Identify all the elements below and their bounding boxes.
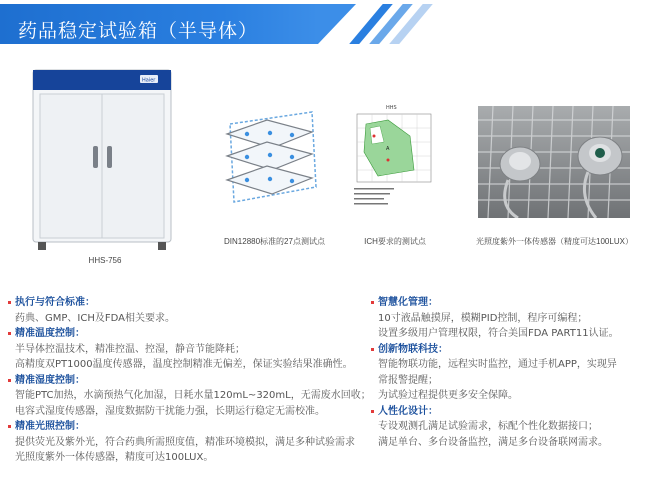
- feature-text: 为试验过程提供更多安全保障。: [378, 390, 518, 401]
- feature-text: 药典、GMP、ICH及FDA相关要求。: [15, 312, 175, 324]
- feature-text: 智能PTC加热，水滴预热气化加湿，日耗水量120mL~320mL，无需废水回收；: [15, 390, 371, 401]
- feature-text: 高精度双PT1000温度传感器，温度控制精准无偏差，保证实验结果准确性。: [15, 359, 353, 370]
- din-27-point-diagram: [212, 102, 330, 217]
- sensor-photo: [478, 106, 630, 218]
- sensor-caption: 光照度紫外一体传感器（精度可达100LUX）: [476, 237, 633, 246]
- ich-chart-title: HHS: [386, 105, 397, 111]
- din-caption: DIN12880标准的27点测试点: [224, 237, 325, 246]
- feature-text: 满足单台、多台设备监控，满足多台设备联网需求。: [378, 436, 608, 448]
- feature-heading: 智慧化管理：: [378, 295, 640, 311]
- feature-text: 专设观测孔满足试验需求，标配个性化数据接口；: [378, 421, 598, 432]
- page-title: 药品稳定试验箱（半导体）: [18, 20, 259, 42]
- title-banner-background: [0, 4, 318, 44]
- feature-text: 设置多级用户管理权限，符合美国FDA PART11认证。: [378, 328, 619, 339]
- feature-text: 半导体控温技术，精准控温、控湿，静音节能降耗；: [15, 343, 245, 355]
- brand-badge: Haier: [142, 77, 156, 84]
- feature-text: 提供荧光及紫外光，符合药典所需照度值，精准环境模拟，满足多种试验需求: [15, 436, 355, 448]
- ich-chart-image: [348, 102, 436, 214]
- feature-text: 常报警提醒；: [378, 374, 438, 386]
- title-banner: [0, 0, 650, 50]
- feature-text: 光照度紫外一体传感器，精度可达100LUX。: [15, 452, 214, 463]
- feature-heading: 精准光照控制：: [15, 419, 365, 435]
- feature-heading: 人性化设计：: [378, 404, 640, 420]
- ich-caption: ICH要求的测试点: [364, 237, 426, 246]
- right-feature-list: [378, 295, 640, 450]
- feature-text: 10寸液晶触摸屏，模糊PID控制，程序可编程；: [378, 312, 588, 324]
- feature-heading: 执行与符合标准：: [15, 295, 365, 311]
- feature-heading: 精准湿度控制：: [15, 373, 365, 389]
- product-image: [30, 66, 175, 254]
- feature-heading: 创新物联科技：: [378, 342, 640, 358]
- feature-text: 智能物联功能，远程实时监控，通过手机APP，实现异: [378, 359, 617, 370]
- feature-text: 电容式湿度传感器，湿度数据防干扰能力强，长期运行稳定无需校准。: [15, 405, 325, 417]
- ich-region-label: A: [386, 146, 390, 152]
- product-caption: HHS-756: [88, 256, 122, 265]
- left-feature-list: [15, 295, 371, 466]
- feature-heading: 精准温度控制：: [15, 326, 365, 342]
